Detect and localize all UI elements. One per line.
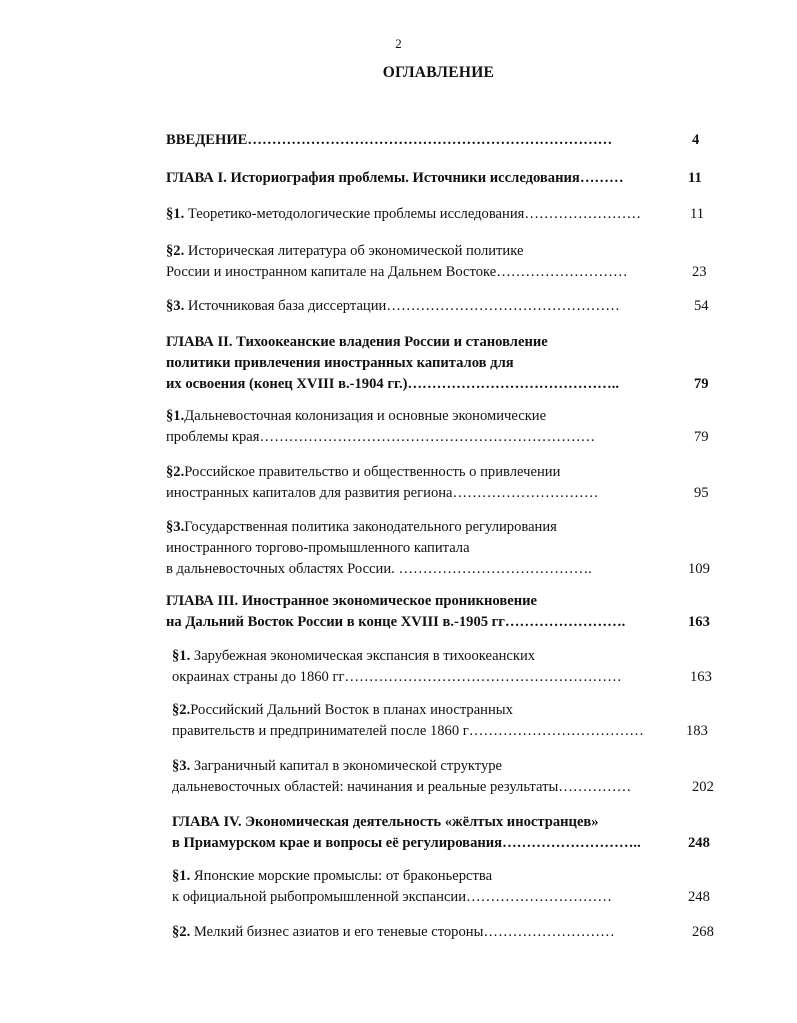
toc-entry-text: проблемы края…………………………………………………………… bbox=[166, 429, 596, 445]
toc-entry-text: дальневосточных областей: начинания и реальные результаты…………… bbox=[172, 779, 632, 795]
toc-entry-text: Государственная политика законодательного регулирования bbox=[184, 519, 557, 535]
section-marker: §1. bbox=[172, 648, 191, 664]
toc-page-ref: 95 bbox=[694, 485, 709, 501]
toc-entry-chapter-4 bbox=[172, 812, 718, 854]
section-marker: §2. bbox=[166, 243, 185, 259]
toc-page-ref: 23 bbox=[692, 264, 707, 280]
toc-entry-2-1 bbox=[166, 406, 712, 448]
toc-entry-text: правительств и предпринимателей после 1860 г……………………………… bbox=[172, 723, 644, 739]
toc-entry-text: Источниковая база диссертации………………………………………… bbox=[184, 298, 620, 314]
toc-entry-text: ГЛАВА IV. Экономическая деятельность «жёлтых иностранцев» bbox=[172, 814, 599, 830]
toc-page-ref: 11 bbox=[688, 170, 702, 186]
section-marker: §2. bbox=[172, 924, 191, 940]
toc-entry-1-3 bbox=[166, 296, 712, 317]
toc-entry-text: ГЛАВА II. Тихоокеанские владения России и становление bbox=[166, 334, 548, 350]
toc-entry-3-2 bbox=[172, 700, 718, 742]
toc-entry-text: ГЛАВА III. Иностранное экономическое проникновение bbox=[166, 593, 538, 609]
toc-entry-chapter-3 bbox=[166, 591, 716, 633]
toc-page-ref: 79 bbox=[694, 429, 709, 445]
toc-entry-chapter-2 bbox=[166, 332, 712, 395]
toc-entry-text: на Дальний Восток России в конце XVIII в.-1905 гг……………………. bbox=[166, 614, 626, 630]
toc-entry-4-1 bbox=[172, 866, 718, 908]
toc-entry-1-1 bbox=[166, 204, 712, 225]
toc-entry-text: Российский Дальний Восток в планах иностранных bbox=[190, 702, 513, 718]
toc-entry-text: Зарубежная экономическая экспансия в тихоокеанских bbox=[190, 648, 536, 664]
section-marker: §1. bbox=[166, 408, 185, 424]
toc-entry-text: политики привлечения иностранных капиталов для bbox=[166, 355, 514, 371]
toc-page-ref: 109 bbox=[688, 561, 710, 577]
toc-entry-4-2 bbox=[172, 922, 722, 943]
toc-page-ref: 54 bbox=[694, 298, 709, 314]
toc-entry-introduction bbox=[166, 130, 712, 158]
section-marker: §2. bbox=[172, 702, 191, 718]
toc-entry-text: Теоретико-методологические проблемы исследования…………………… bbox=[184, 206, 642, 222]
toc-entry-text: иностранных капиталов для развития региона………………………… bbox=[166, 485, 599, 501]
toc-entry-chapter-1 bbox=[166, 168, 712, 189]
toc-entry-text: Дальневосточная колонизация и основные экономические bbox=[184, 408, 547, 424]
section-marker: §3. bbox=[166, 519, 185, 535]
toc-page-ref: 248 bbox=[688, 889, 710, 905]
section-marker: §2. bbox=[166, 464, 185, 480]
toc-entry-3-1 bbox=[172, 646, 718, 688]
toc-entry-2-3 bbox=[166, 517, 712, 580]
toc-page-ref: 183 bbox=[686, 723, 708, 739]
toc-page-ref: 4 bbox=[692, 132, 700, 148]
section-marker: §1. bbox=[166, 206, 185, 222]
page-number: 2 bbox=[395, 36, 402, 51]
toc-entry-text: их освоения (конец XVIII в.-1904 гг.)…………………………………….. bbox=[166, 376, 620, 392]
toc-entry-3-3 bbox=[172, 756, 718, 798]
toc-page-ref: 11 bbox=[690, 206, 705, 222]
toc-entry-2-2 bbox=[166, 462, 712, 504]
section-marker: §1. bbox=[172, 868, 191, 884]
toc-page-ref: 202 bbox=[692, 779, 714, 795]
toc-entry-text: ВВЕДЕНИЕ………………………………………………………………… bbox=[166, 132, 613, 148]
toc-entry-text: ГЛАВА I. Историография проблемы. Источники исследования……… bbox=[166, 170, 624, 186]
toc-entry-1-2 bbox=[166, 241, 712, 283]
toc-entry-text: иностранного торгово-промышленного капитала bbox=[166, 540, 470, 556]
toc-page-ref: 163 bbox=[690, 669, 712, 685]
section-marker: §3. bbox=[166, 298, 185, 314]
toc-page-ref: 248 bbox=[688, 835, 710, 851]
toc-page-ref: 268 bbox=[692, 924, 714, 940]
toc-title: ОГЛАВЛЕНИЕ bbox=[382, 64, 495, 81]
toc-entry-text: окраинах страны до 1860 гг………………………………………………… bbox=[172, 669, 622, 685]
toc-page-ref: 163 bbox=[688, 614, 710, 630]
section-marker: §3. bbox=[172, 758, 191, 774]
toc-entry-text: Мелкий бизнес азиатов и его теневые стороны……………………… bbox=[190, 924, 615, 940]
toc-entry-text: Заграничный капитал в экономической структуре bbox=[190, 758, 503, 774]
toc-entry-text: России и иностранном капитале на Дальнем Востоке……………………… bbox=[166, 264, 628, 280]
toc-entry-text: в Приамурском крае и вопросы её регулирования……………………….. bbox=[172, 835, 641, 851]
toc-page-ref: 79 bbox=[694, 376, 709, 392]
toc-entry-text: Российское правительство и общественность о привлечении bbox=[184, 464, 561, 480]
toc-entry-text: Историческая литература об экономической политике bbox=[184, 243, 524, 259]
toc-entry-text: к официальной рыбопромышленной экспансии………………………… bbox=[172, 889, 612, 905]
toc-entry-text: в дальневосточных областях России. …………………………………. bbox=[166, 561, 592, 577]
toc-entry-text: Японские морские промыслы: от браконьерства bbox=[190, 868, 493, 884]
